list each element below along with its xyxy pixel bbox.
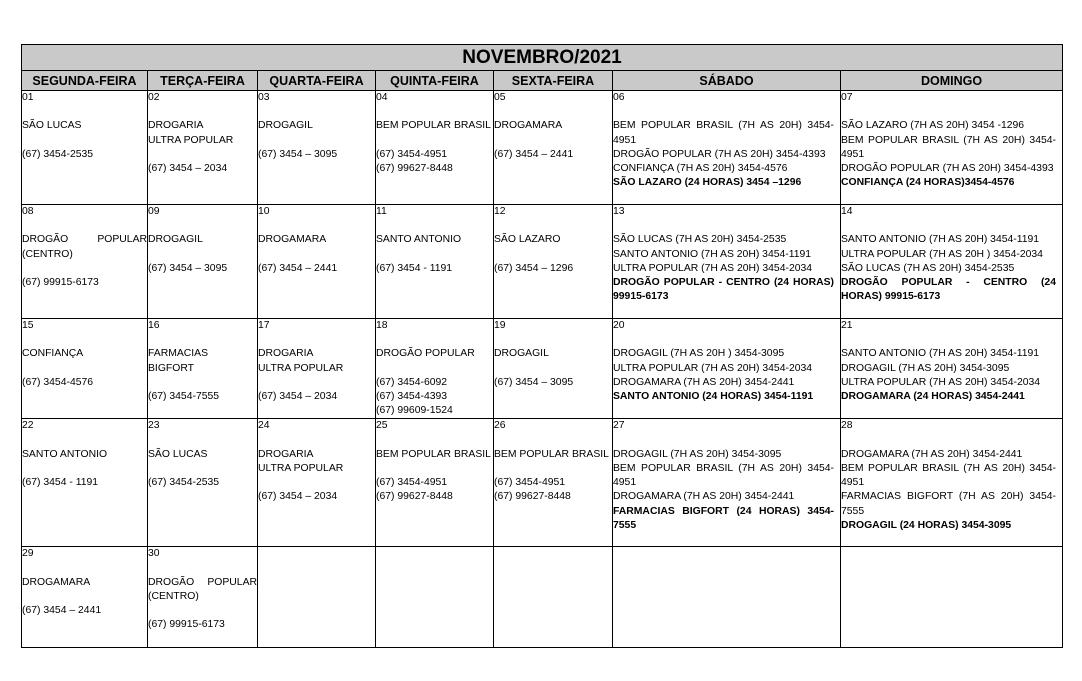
pharmacy-entry: ULTRA POPULAR <box>258 462 344 474</box>
spacer <box>613 105 834 119</box>
pharmacy-entry: (67) 3454-4951 <box>376 477 448 489</box>
spacer <box>613 333 834 347</box>
spacer <box>494 362 612 376</box>
pharmacy-entry: BIGFORT <box>148 362 194 374</box>
pharmacy-entry: SÃO LAZARO <box>494 234 561 246</box>
spacer <box>148 333 257 347</box>
weekday-header: TERÇA-FEIRA <box>148 71 258 91</box>
pharmacy-entry: SÃO LUCAS <box>148 448 208 460</box>
day-number: 16 <box>148 320 160 331</box>
pharmacy-entry: DROGARIA <box>258 348 314 360</box>
day-cell <box>494 91 613 205</box>
pharmacy-entry: BEM POPULAR BRASIL (7H AS 20H) 3454-4951 <box>841 134 1056 160</box>
calendar-week-row <box>22 319 1063 419</box>
spacer <box>258 434 375 448</box>
pharmacy-entry: (67) 3454-4393 <box>376 390 448 402</box>
pharmacy-entry: (67) 99609-1524 <box>376 405 453 417</box>
spacer <box>376 362 493 376</box>
day-number: 01 <box>22 92 34 103</box>
on-duty-24h-entry: FARMACIAS BIGFORT (24 HORAS) 3454-7555 <box>613 505 834 531</box>
day-number: 25 <box>376 420 388 432</box>
spacer <box>148 562 257 576</box>
spacer <box>258 476 375 490</box>
day-number: 09 <box>148 206 160 217</box>
pharmacy-entry: DROGARIA <box>148 120 204 132</box>
spacer <box>841 219 1056 233</box>
pharmacy-entry: DROGAMARA (7H AS 20H) 3454-2441 <box>841 448 1023 460</box>
day-number: 11 <box>376 206 387 217</box>
spacer <box>376 248 493 262</box>
day-number: 21 <box>841 320 853 331</box>
calendar-week-row <box>22 205 1063 319</box>
pharmacy-entry: (67) 3454-2535 <box>22 148 94 160</box>
day-cell <box>258 91 376 205</box>
weekday-header: DOMINGO <box>841 71 1063 91</box>
pharmacy-entry: (67) 3454 – 1296 <box>494 262 574 274</box>
weekday-header: QUARTA-FEIRA <box>258 71 376 91</box>
spacer <box>148 219 257 233</box>
day-number: 20 <box>613 320 625 331</box>
day-cell <box>376 319 494 419</box>
day-cell <box>494 547 613 648</box>
day-cell <box>494 205 613 319</box>
pharmacy-entry: ULTRA POPULAR (7H AS 20H) 3454-2034 <box>841 376 1041 388</box>
on-duty-24h-entry: CONFIANÇA (24 HORAS)3454-4576 <box>841 177 1015 189</box>
pharmacy-entry: ULTRA POPULAR <box>148 134 234 146</box>
spacer <box>376 219 493 233</box>
spacer <box>148 148 257 162</box>
day-cell <box>613 319 841 419</box>
pharmacy-entry: SANTO ANTONIO (7H AS 20H) 3454-1191 <box>613 248 812 260</box>
day-number: 12 <box>494 206 506 217</box>
weekday-header: SEXTA-FEIRA <box>494 71 613 91</box>
spacer <box>494 134 612 148</box>
pharmacy-entry: (67) 3454-2535 <box>148 477 220 489</box>
day-cell <box>22 319 148 419</box>
spacer <box>376 434 493 448</box>
day-number: 08 <box>22 206 34 217</box>
spacer <box>22 462 147 476</box>
spacer <box>22 590 147 604</box>
pharmacy-entry: DROGARIA <box>258 448 314 460</box>
pharmacy-entry: SANTO ANTONIO (7H AS 20H) 3454-1191 <box>841 234 1040 246</box>
spacer <box>494 434 612 448</box>
day-number: 30 <box>148 548 160 560</box>
spacer <box>376 134 493 148</box>
pharmacy-entry: DROGAMARA (7H AS 20H) 3454-2441 <box>613 491 795 503</box>
pharmacy-entry: DROGAGIL <box>258 120 313 132</box>
day-number: 17 <box>258 320 270 331</box>
pharmacy-entry: (67) 3454-4576 <box>22 376 94 388</box>
pharmacy-entry: BEM POPULAR BRASIL (7H AS 20H) 3454-4951 <box>841 462 1056 489</box>
spacer <box>148 376 257 390</box>
pharmacy-entry: DROGÃO POPULAR (CENTRO) <box>148 576 257 602</box>
pharmacy-entry: (67) 99915-6173 <box>148 619 225 631</box>
pharmacy-entry: (67) 99915-6173 <box>22 276 99 288</box>
day-number: 26 <box>494 420 506 432</box>
day-cell <box>376 91 494 205</box>
day-number: 29 <box>22 548 34 560</box>
pharmacy-entry: (67) 3454 – 3095 <box>494 376 574 388</box>
pharmacy-entry: SANTO ANTONIO <box>376 234 462 246</box>
calendar-week-row <box>22 91 1063 205</box>
pharmacy-entry: DROGAMARA <box>494 120 563 132</box>
pharmacy-entry: BEM POPULAR BRASIL (7H AS 20H) 3454-4951 <box>613 462 834 489</box>
spacer <box>376 462 493 476</box>
on-duty-24h-entry: SANTO ANTONIO (24 HORAS) 3454-1191 <box>613 390 814 402</box>
spacer <box>22 434 147 448</box>
calendar-week-row <box>22 419 1063 547</box>
pharmacy-entry: DROGÃO POPULAR (7H AS 20H) 3454-4393 <box>613 148 826 160</box>
day-cell <box>841 419 1063 547</box>
pharmacy-entry: CONFIANÇA <box>22 348 84 360</box>
weekday-header: SEGUNDA-FEIRA <box>22 71 148 91</box>
day-number: 22 <box>22 420 34 432</box>
pharmacy-entry: DROGÃO POPULAR (7H AS 20H) 3454-4393 <box>841 162 1054 174</box>
pharmacy-entry: CONFIANÇA (7H AS 20H) 3454-4576 <box>613 162 788 174</box>
calendar-table <box>21 44 1063 648</box>
calendar-week-row <box>22 547 1063 648</box>
day-number: 06 <box>613 92 625 103</box>
spacer <box>494 248 612 262</box>
day-number: 04 <box>376 92 388 103</box>
pharmacy-entry: (67) 3454 – 2034 <box>258 390 338 402</box>
day-cell <box>376 205 494 319</box>
day-cell <box>148 419 258 547</box>
spacer <box>148 462 257 476</box>
weekday-header-row <box>22 71 1063 91</box>
pharmacy-entry: DROGAGIL <box>494 348 549 360</box>
pharmacy-entry: (67) 3454 – 2441 <box>258 262 338 274</box>
spacer <box>494 105 612 119</box>
pharmacy-entry: SÃO LAZARO (7H AS 20H) 3454 -1296 <box>841 120 1025 132</box>
on-duty-24h-entry: DROGAGIL (24 HORAS) 3454-3095 <box>841 519 1012 531</box>
weekday-header: SÁBADO <box>613 71 841 91</box>
day-cell <box>258 419 376 547</box>
day-cell <box>841 205 1063 319</box>
spacer <box>258 219 375 233</box>
pharmacy-entry: (67) 3454 – 3095 <box>258 148 338 160</box>
day-number: 15 <box>22 320 34 331</box>
spacer <box>22 262 147 276</box>
day-cell <box>22 547 148 648</box>
pharmacy-entry: (67) 99627-8448 <box>494 491 571 503</box>
day-cell <box>148 319 258 419</box>
spacer <box>258 333 375 347</box>
pharmacy-entry: ULTRA POPULAR (7H AS 20H) 3454-2034 <box>613 362 813 374</box>
pharmacy-entry: SÃO LUCAS (7H AS 20H) 3454-2535 <box>613 234 787 246</box>
pharmacy-entry: (67) 3454 – 2034 <box>148 162 228 174</box>
pharmacy-entry: (67) 3454 – 2441 <box>494 148 574 160</box>
weekday-header: QUINTA-FEIRA <box>376 71 494 91</box>
day-cell <box>22 205 148 319</box>
pharmacy-entry: (67) 3454-7555 <box>148 390 220 402</box>
spacer <box>258 134 375 148</box>
day-cell <box>613 547 841 648</box>
day-number: 13 <box>613 206 625 217</box>
pharmacy-entry: BEM POPULAR BRASIL <box>376 448 491 460</box>
day-number: 24 <box>258 420 270 432</box>
pharmacy-entry: FARMACIAS <box>148 348 209 360</box>
pharmacy-entry: SÃO LUCAS <box>22 120 82 132</box>
day-number: 02 <box>148 92 160 103</box>
day-cell <box>376 419 494 547</box>
pharmacy-entry: DROGAGIL (7H AS 20H ) 3454-3095 <box>613 348 785 360</box>
pharmacy-entry: (67) 3454-6092 <box>376 376 448 388</box>
day-number: 23 <box>148 420 160 432</box>
pharmacy-entry: ULTRA POPULAR (7H AS 20H ) 3454-2034 <box>841 248 1043 260</box>
day-cell <box>841 547 1063 648</box>
pharmacy-entry: (67) 3454 – 2034 <box>258 491 338 503</box>
pharmacy-entry: DROGÃO POPULAR <box>376 348 475 360</box>
day-cell <box>613 419 841 547</box>
spacer <box>148 105 257 119</box>
day-cell <box>376 547 494 648</box>
pharmacy-entry: (67) 3454-4951 <box>494 477 566 489</box>
pharmacy-entry: ULTRA POPULAR <box>258 362 344 374</box>
pharmacy-entry: (67) 3454 – 3095 <box>148 262 228 274</box>
day-number: 28 <box>841 420 853 432</box>
spacer <box>494 333 612 347</box>
pharmacy-entry: SANTO ANTONIO (7H AS 20H) 3454-1191 <box>841 348 1040 360</box>
spacer <box>494 462 612 476</box>
on-duty-24h-entry: DROGAMARA (24 HORAS) 3454-2441 <box>841 390 1025 402</box>
spacer <box>148 434 257 448</box>
calendar-title: NOVEMBRO/2021 <box>22 45 1063 71</box>
spacer <box>22 219 147 233</box>
spacer <box>841 105 1056 119</box>
pharmacy-entry: BEM POPULAR BRASIL <box>494 448 609 460</box>
day-number: 05 <box>494 92 506 103</box>
pharmacy-entry: (67) 99627-8448 <box>376 162 453 174</box>
spacer <box>376 333 493 347</box>
pharmacy-entry: FARMACIAS BIGFORT (7H AS 20H) 3454-7555 <box>841 491 1056 517</box>
spacer <box>613 219 834 233</box>
day-cell <box>258 319 376 419</box>
pharmacy-entry: DROGAGIL (7H AS 20H) 3454-3095 <box>613 448 782 460</box>
on-duty-24h-entry: DROGÃO POPULAR - CENTRO (24 HORAS) 99915-6173 <box>613 276 834 303</box>
spacer <box>613 434 834 448</box>
day-number: 10 <box>258 206 270 217</box>
pharmacy-entry: BEM POPULAR BRASIL (7H AS 20H) 3454-4951 <box>613 120 834 146</box>
spacer <box>22 362 147 376</box>
day-cell <box>613 205 841 319</box>
spacer <box>258 248 375 262</box>
day-number: 14 <box>841 206 853 217</box>
day-cell <box>22 91 148 205</box>
pharmacy-entry: DROGAMARA <box>258 234 327 246</box>
spacer <box>258 376 375 390</box>
pharmacy-entry: (67) 3454-4951 <box>376 148 448 160</box>
day-number: 19 <box>494 320 506 331</box>
spacer <box>22 562 147 576</box>
day-cell <box>613 91 841 205</box>
day-cell <box>258 205 376 319</box>
day-number: 03 <box>258 92 270 103</box>
day-cell <box>841 319 1063 419</box>
day-cell <box>148 91 258 205</box>
on-duty-24h-entry: SÃO LAZARO (24 HORAS) 3454 –1296 <box>613 177 802 189</box>
spacer <box>148 604 257 618</box>
day-cell <box>258 547 376 648</box>
day-cell <box>148 205 258 319</box>
pharmacy-entry: BEM POPULAR BRASIL <box>376 120 491 132</box>
on-duty-24h-entry: DROGÃO POPULAR - CENTRO (24 HORAS) 99915-6173 <box>841 276 1056 303</box>
pharmacy-entry: (67) 99627-8448 <box>376 491 453 503</box>
day-number: 27 <box>613 420 625 432</box>
day-number: 07 <box>841 92 853 103</box>
pharmacy-entry: (67) 3454 – 2441 <box>22 605 102 617</box>
pharmacy-entry: (67) 3454 - 1191 <box>376 262 453 274</box>
day-cell <box>494 319 613 419</box>
pharmacy-entry: (67) 3454 - 1191 <box>22 477 99 489</box>
spacer <box>22 333 147 347</box>
spacer <box>841 333 1056 347</box>
day-cell <box>22 419 148 547</box>
spacer <box>376 105 493 119</box>
day-cell <box>841 91 1063 205</box>
pharmacy-entry: DROGAMARA (7H AS 20H) 3454-2441 <box>613 376 795 388</box>
spacer <box>841 434 1056 448</box>
pharmacy-entry: DROGÃO POPULAR (CENTRO) <box>22 234 147 260</box>
pharmacy-entry: ULTRA POPULAR (7H AS 20H) 3454-2034 <box>613 262 813 274</box>
spacer <box>22 134 147 148</box>
pharmacy-entry: DROGAGIL <box>148 234 203 246</box>
day-cell <box>148 547 258 648</box>
pharmacy-entry: DROGAGIL (7H AS 20H) 3454-3095 <box>841 362 1010 374</box>
spacer <box>494 219 612 233</box>
day-cell <box>494 419 613 547</box>
pharmacy-entry: SANTO ANTONIO <box>22 448 108 460</box>
pharmacy-entry: SÃO LUCAS (7H AS 20H) 3454-2535 <box>841 262 1015 274</box>
pharmacy-entry: DROGAMARA <box>22 576 91 588</box>
spacer <box>148 248 257 262</box>
day-number: 18 <box>376 320 388 331</box>
spacer <box>22 105 147 119</box>
spacer <box>258 105 375 119</box>
